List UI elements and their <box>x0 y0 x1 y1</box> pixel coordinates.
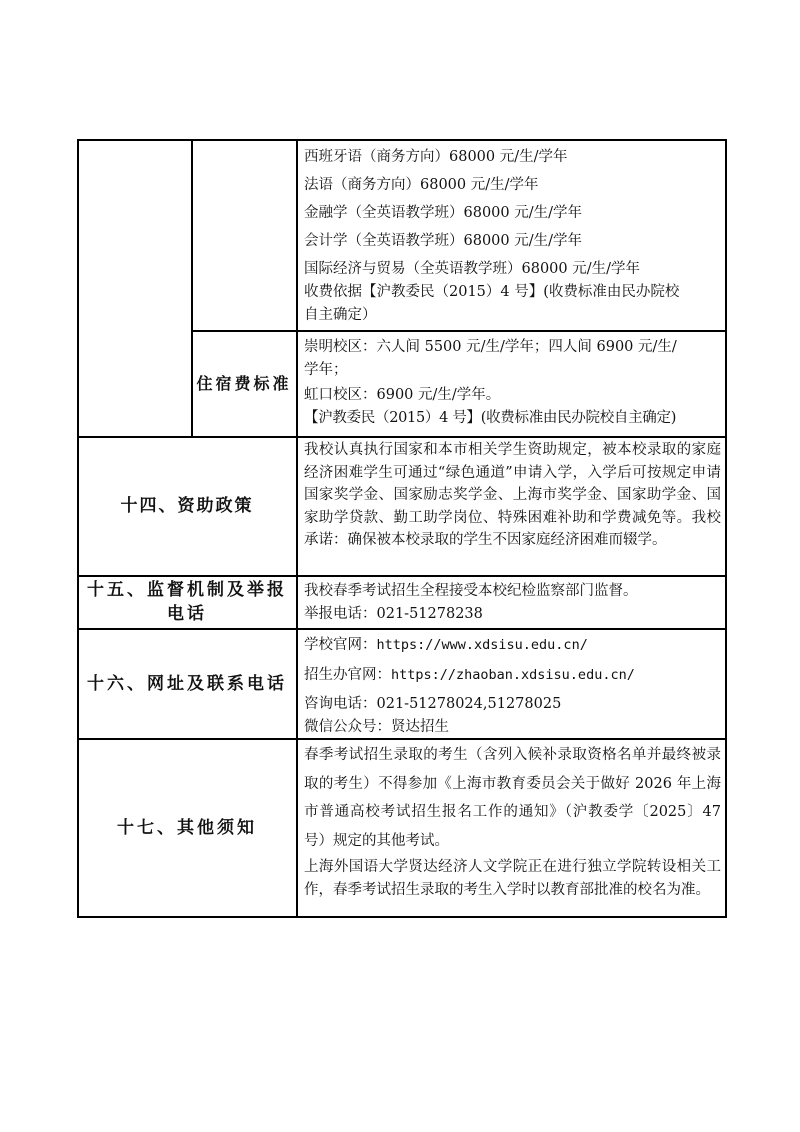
tuition-line: 法语（商务方向）68000 元/生/学年 <box>304 177 539 194</box>
section15-line: 我校春季考试招生全程接受本校纪检监察部门监督。 <box>304 583 638 599</box>
accommodation-line: 【沪教委民（2015）4 号】(收费标准由民办院校自主确定) <box>304 409 677 426</box>
table-divider-content <box>296 139 298 918</box>
tuition-line: 收费依据【沪教委民（2015）4 号】(收费标准由民办院校 <box>304 283 680 300</box>
wechat-account: 微信公众号：贤达招生 <box>304 718 449 735</box>
school-site-link[interactable]: https://www.xdsisu.edu.cn/ <box>376 637 588 653</box>
accommodation-line: 虹口校区：6900 元/生/学年。 <box>304 387 501 404</box>
accommodation-cell <box>304 336 720 429</box>
accommodation-label: 住宿费标准 <box>196 373 292 393</box>
accommodation-line: 学年； <box>304 361 348 378</box>
section17-para1: 春季考试招生录取的考生（含列入候补录取资格名单并最终被录取的考生）不得参加《上海市教育委员会关于做好 2026 年上海市普通高校考试招生报名工作的通知》（沪教委学〔2025〕47 号）规定的其他考试。 <box>304 747 721 849</box>
section17-title: 十七、其他须知 <box>117 817 257 838</box>
tuition-cell <box>304 146 720 326</box>
report-phone: 举报电话：021-51278238 <box>304 605 483 622</box>
section16-title: 十六、网址及联系电话 <box>87 673 287 694</box>
school-site-row <box>304 634 721 657</box>
section16-cell <box>304 634 721 738</box>
section17-para2: 上海外国语大学贤达经济人文学院正在进行独立学院转设相关工作，春季考试招生录取的考生入学时以教育部批准的校名为准。 <box>304 859 721 898</box>
tuition-line: 国际经济与贸易（全英语教学班）68000 元/生/学年 <box>304 261 641 278</box>
admission-site-label: 招生办官网： <box>304 666 391 683</box>
consult-phone: 咨询电话：021-51278024,51278025 <box>304 696 562 713</box>
tuition-line: 金融学（全英语教学班）68000 元/生/学年 <box>304 205 583 222</box>
accommodation-line: 崇明校区：六人间 5500 元/生/学年；四人间 6900 元/生/ <box>304 339 677 355</box>
section17-cell <box>304 741 721 901</box>
admission-site-row <box>304 664 721 687</box>
section15-cell <box>304 580 721 625</box>
tuition-line: 自主确定） <box>304 306 377 323</box>
admission-site-link[interactable]: https://zhaoban.xdsisu.edu.cn/ <box>391 666 635 683</box>
section15-title: 十五、监督机制及举报电话 <box>87 580 287 624</box>
table-border-top <box>77 139 726 141</box>
section14-title: 十四、资助政策 <box>120 496 254 516</box>
section14-text: 我校认真执行国家和本市相关学生资助规定，被本校录取的家庭经济困难学生可通过“绿色通道”申请入学，入学后可按规定申请国家奖学金、国家励志奖学金、上海市奖学金、国家助学金、国家助学贷款、勤工助学岗位、特殊困难补助和学费减免等。我校承诺：确保被本校录取的学生不因家庭经济困难而辍学。 <box>304 442 721 549</box>
tuition-line: 会计学（全英语教学班）68000 元/生/学年 <box>304 233 583 250</box>
school-site-label: 学校官网： <box>304 637 377 653</box>
tuition-line: 西班牙语（商务方向）68000 元/生/学年 <box>304 149 568 165</box>
table-border-right <box>725 139 727 918</box>
table-border-bottom <box>77 916 726 918</box>
